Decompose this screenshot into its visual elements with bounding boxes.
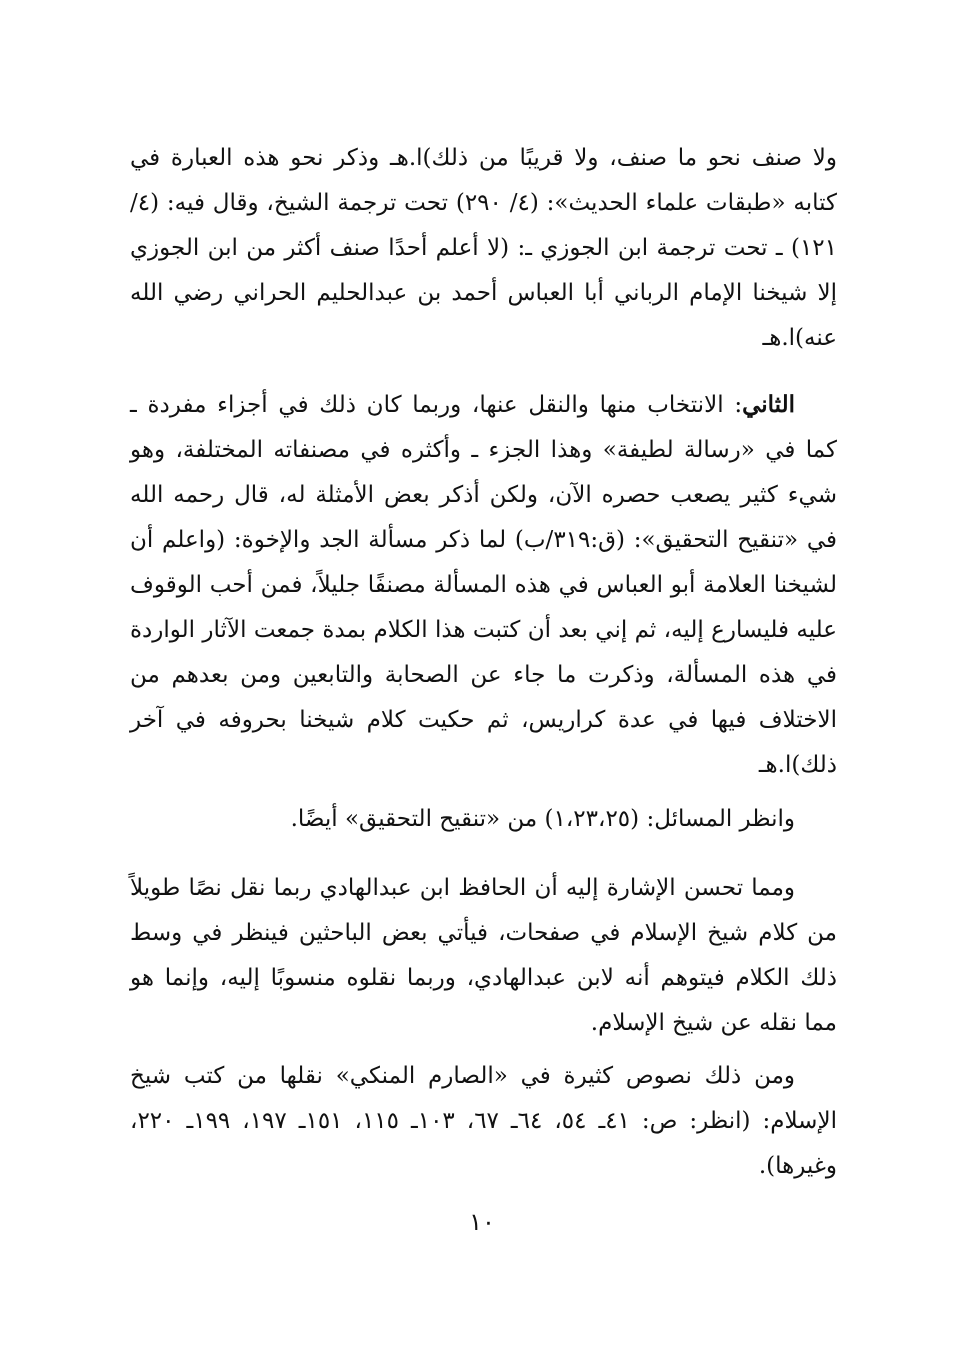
paragraph-4 <box>130 866 837 1046</box>
paragraph-3 <box>130 797 837 842</box>
paragraph-2 <box>130 382 837 788</box>
paragraph-1 <box>130 136 837 361</box>
paragraph-2-text <box>130 382 837 788</box>
paragraph-5 <box>130 1054 837 1189</box>
paragraph-3-text: وانظر المسائل: (١،٢٣،٢٥) من «تنقيح التحقيق» أيضًا. <box>290 806 795 832</box>
paragraph-1-text: ولا صنف نحو ما صنف، ولا قريبًا من ذلك)ا.هـ وذكر نحو هذه العبارة في كتابه «طبقات علماء الحديث»: (٤/ ٢٩٠) تحت ترجمة الشيخ، وقال فيه: (٤/ ١٢١) ـ تحت ترجمة ابن الجوزي ـ: (لا أعلم أحدًا صنف أكثر من ابن الجوزي إلا شيخنا الإمام الرباني أبا العباس أحمد بن عبدالحليم الحراني رضي الله عنه)ا.هـ <box>130 145 837 351</box>
paragraph-4-text: ومما تحسن الإشارة إليه أن الحافظ ابن عبدالهادي ربما نقل نصًا طويلاً من كلام شيخ الإسلام في صفحات، فيأتي بعض الباحثين فينظر في وسط ذلك الكلام فيتوهم أنه لابن عبدالهادي، وربما نقلوه منسوبًا إليه، وإنما هو مما نقله عن شيخ الإسلام. <box>130 875 837 1036</box>
page-number: ١٠ <box>469 1208 495 1236</box>
paragraph-5-text: ومن ذلك نصوص كثيرة في «الصارم المنكي» نقلها من كتب شيخ الإسلام: (انظر: ص: ٤١ـ ٥٤، ٦٤ـ ٦٧، ١٠٣ـ ١١٥، ١٥١ـ ١٩٧، ١٩٩ـ ٢٢٠، وغيرها). <box>130 1063 837 1179</box>
paragraph-2-body: : الانتخاب منها والنقل عنها، وربما كان ذلك في أجزاء مفردة ـ كما في «رسالة لطيفة» وهذا الجزء ـ وأكثره في مصنفاته المختلفة، وهو شيء كثير يصعب حصره الآن، ولكن أذكر بعض الأمثلة له، قال رحمه الله في «تنقيح التحقيق»: (ق:٣١٩/ب) لما ذكر مسألة الجد والإخوة: (واعلم أن لشيخنا العلامة أبو العباس في هذه المسألة مصنفًا جليلاً، فمن أحب الوقوف عليه فليسارع إليه، ثم إني بعد أن كتبت هذا الكلام بمدة جمعت الآثار الواردة في هذه المسألة، وذكرت ما جاء عن الصحابة والتابعين ومن بعدهم من الاختلاف فيها في عدة كراريس، ثم حكيت كلام شيخنا بحروفه في آخر ذلك)ا.هـ <box>130 392 837 778</box>
paragraph-2-lead: الثاني <box>742 391 795 418</box>
